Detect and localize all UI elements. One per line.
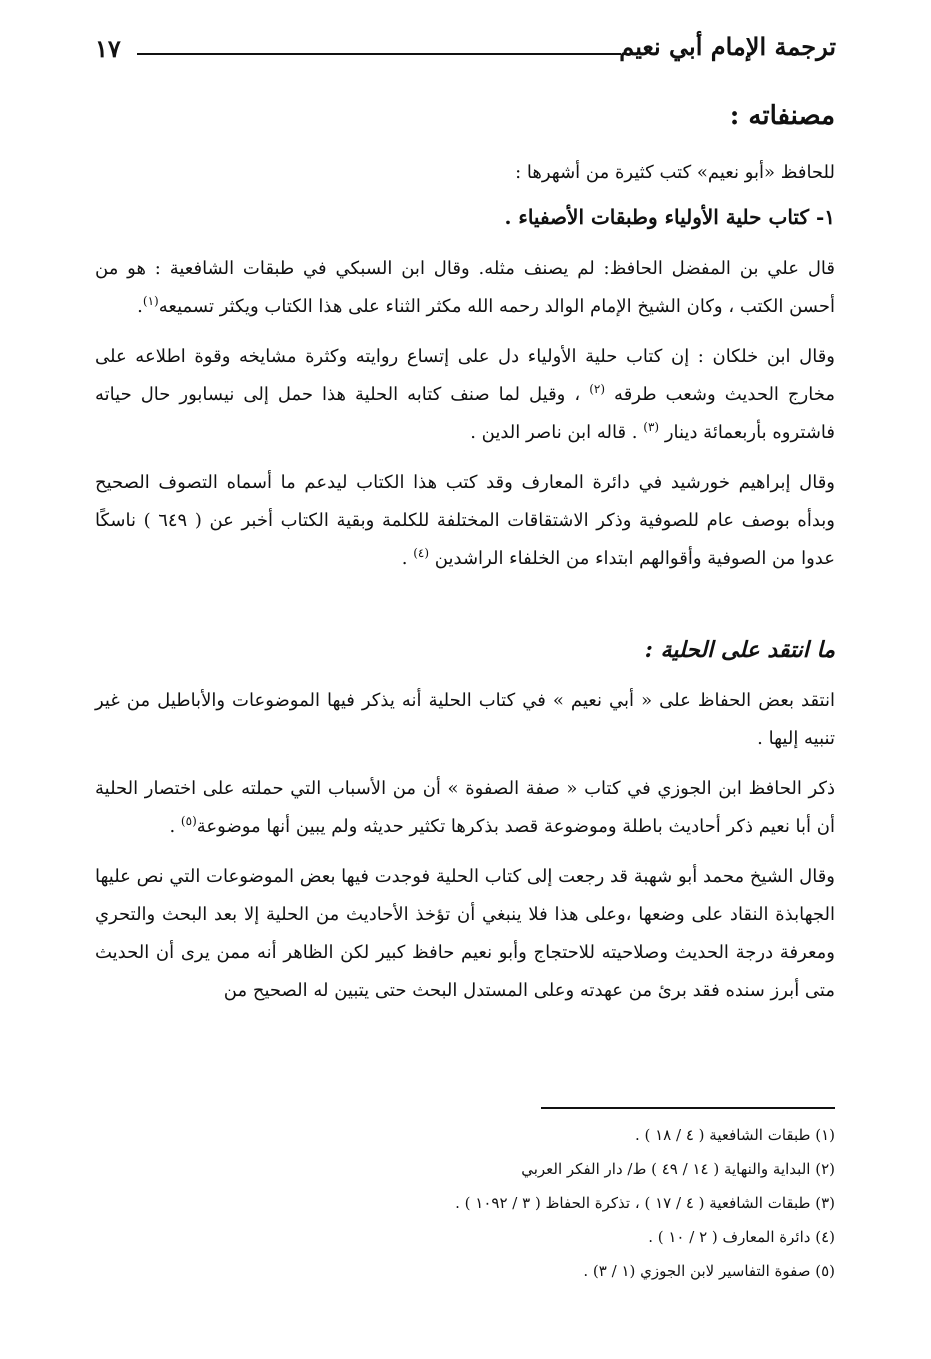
paragraph-praise-text: قال علي بن المفضل الحافظ: لم يصنف مثله. وقال ابن السبكي في طبقات الشافعية : هو من أحسن الكتب ، وكان الشيخ الإمام الوالد رحمه الله مكثر الثناء على هذا الكتاب ويكثر تسميعه [95, 258, 835, 317]
paragraph-abu-shahba: وقال الشيخ محمد أبو شهبة قد رجعت إلى كتاب الحلية فوجدت فيها بعض الموضوعات التي نص عليها الجهابذة النقاد على وضعها ،وعلى هذا فلا ينبغي أن تؤخذ الأحاديث من الحلية إلا بعد البحث والتحري ومعرفة درجة الحديث وصلاحيته للاحتجاج وأبو نعيم حافظ كبير لكن الظاهر أنه ممن يرى أن الحديث متى أبرز سنده فقد برئ من عهدته وعلى المستدل البحث حتى يتبين له الصحيح من [94, 866, 835, 1001]
footnote-rule [541, 1107, 835, 1109]
footnote-5: (٥) صفوة التفاسير لابن الجوزي (١ / ٣) . [583, 1262, 835, 1280]
footnotes [95, 1118, 835, 1288]
footnote-4: (٤) دائرة المعارف ( ٢ / ١٠ ) . [648, 1228, 835, 1246]
section-heading-criticism: ما انتقد على الحلية : [644, 637, 835, 663]
footnote-ref-3: (٣) [643, 420, 660, 434]
paragraph-ibn-khallikan-text-c: . قاله ابن ناصر الدين . [470, 422, 638, 443]
footnote-1: (١) طبقات الشافعية ( ٤ / ١٨ ) . [634, 1126, 835, 1144]
paragraph-ibn-al-jawzi-text: ذكر الحافظ ابن الجوزي في كتاب « صفة الصفوة » أن من الأسباب التي حملته على اختصار الحلية أن أبا نعيم ذكر أحاديث باطلة وموضوعة قصد بذكرها تكثير حديثه ولم يبين أنها موضوعة [95, 778, 835, 837]
paragraph-ibn-khallikan [95, 338, 835, 452]
footnote-ref-4: (٤) [413, 546, 430, 560]
paragraph-khurshid-text: وقال إبراهيم خورشيد في دائرة المعارف وقد كتب هذا الكتاب ليدعم ما أسماه التصوف الصحيح وبدأه بوصف عام للصوفية وذكر الاشتقاقات المختلفة للكلمة وبقية الكتاب أخبر عن ( ٦٤٩ ) ناسكًا عدوا من الصوفية وأقوالهم ابتداء من الخلفاء الراشدين [95, 472, 835, 569]
paragraph-ibn-khallikan-text-b: ، وقيل لما صنف كتابه الحلية هذا حمل إلى نيسابور حال حياته فاشتروه بأربعمائة دينار [95, 384, 835, 443]
paragraph-ibn-al-jawzi [95, 770, 835, 846]
works-intro: للحافظ «أبو نعيم» كتب كثيرة من أشهرها : [515, 162, 835, 183]
footnote-ref-2: (٢) [589, 382, 606, 396]
footnote-3: (٣) طبقات الشافعية ( ٤ / ١٧ ) ، تذكرة الحفاظ ( ٣ / ١٠٩٢ ) . [455, 1194, 835, 1212]
footnote-ref-5: (٥) [180, 814, 197, 828]
book-title-hilya: ١- كتاب حلية الأولياء وطبقات الأصفياء . [504, 205, 835, 229]
paragraph-khurshid [95, 464, 835, 578]
page-body [95, 96, 835, 1022]
running-title: ترجمة الإمام أبي نعيم [619, 32, 836, 61]
section-gap [95, 590, 835, 630]
section-heading-works: مصنفاته : [729, 101, 835, 131]
paragraph-praise: قال علي بن المفضل الحافظ: لم يصنف مثله. وقال ابن السبكي في طبقات الشافعية : هو من أحسن الكتب ، وكان الشيخ الإمام الوالد رحمه الله مكثر الثناء على هذا الكتاب ويكثر تسميعه$^{(١)}$. [95, 258, 835, 317]
paragraph-khurshid-end: . [401, 548, 408, 569]
running-header [95, 30, 836, 70]
page-number: ١٧ [95, 34, 121, 63]
footnote-2: (٢) البداية والنهاية ( ١٤ / ٤٩ ) ط/ دار الفكر العربي [521, 1160, 835, 1178]
footnote-ref-1: (١) [142, 294, 159, 308]
paragraph-criticism: انتقد بعض الحفاظ على « أبي نعيم » في كتاب الحلية أنه يذكر فيها الموضوعات والأباطيل من غير تنبيه إليها . [95, 690, 835, 749]
paragraph-ibn-khallikan-text-a: وقال ابن خلكان : إن كتاب حلية الأولياء دل على إتساع روايته وكثرة مشايخه وقوة اطلاعه على مخارج الحديث وشعب طرقه [95, 346, 835, 405]
header-rule [137, 53, 621, 55]
paragraph-ibn-al-jawzi-end: . [169, 816, 176, 837]
